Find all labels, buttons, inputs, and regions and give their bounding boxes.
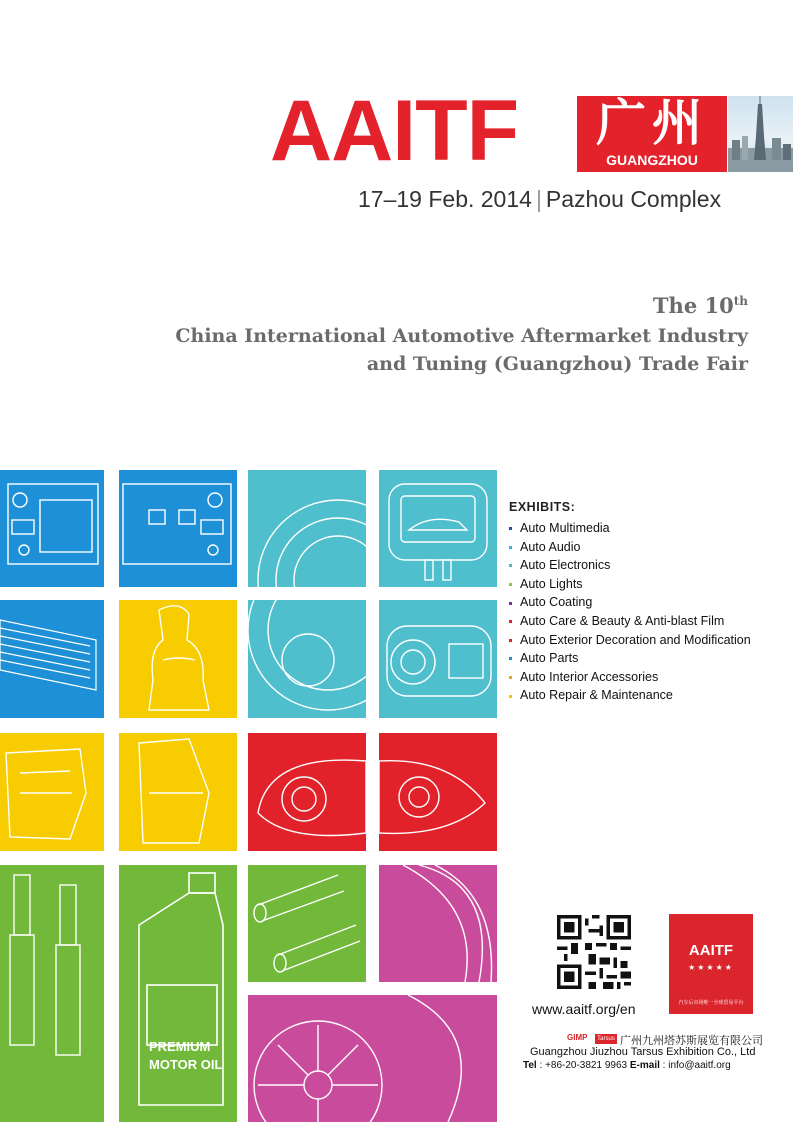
bullet-icon xyxy=(509,695,512,698)
star-icons: ★★★★★ xyxy=(688,963,734,972)
exhibit-label: Auto Care & Beauty & Anti-blast Film xyxy=(520,613,725,628)
tile-floor-mat-left xyxy=(0,733,104,851)
edition-text: The 10 xyxy=(652,293,734,318)
tile-speaker xyxy=(248,470,366,587)
bullet-icon xyxy=(509,546,512,549)
logo-guangzhou-box xyxy=(577,96,727,172)
bullet-icon xyxy=(509,564,512,567)
tile-headlight-left xyxy=(248,733,366,851)
exhibit-label: Auto Electronics xyxy=(520,558,611,573)
tile-amplifier xyxy=(0,600,104,718)
aaitf-brand-logo xyxy=(669,914,753,1014)
email-address[interactable]: info@aaitf.org xyxy=(668,1060,731,1071)
tile-pipes xyxy=(248,865,366,982)
bullet-icon xyxy=(509,639,512,642)
canton-tower-image xyxy=(728,96,793,172)
tile-tyre xyxy=(379,865,497,982)
exhibit-label: Auto Exterior Decoration and Modification xyxy=(520,632,751,647)
organizer-logo-1: GIMP xyxy=(567,1033,588,1042)
exhibit-item xyxy=(509,556,794,575)
exhibit-item xyxy=(509,593,794,612)
tel-number[interactable]: +86-20-3821 9963 xyxy=(545,1060,628,1071)
exhibit-item xyxy=(509,649,794,668)
exhibits-heading: EXHIBITS: xyxy=(509,500,576,514)
tile-multimedia-left xyxy=(0,470,104,587)
organizer-logo-2: Tarsus xyxy=(595,1034,617,1044)
bullet-icon xyxy=(509,676,512,679)
exhibit-item xyxy=(509,519,794,538)
edition-heading xyxy=(653,293,748,318)
logo-guangzhou-chinese: 广州 xyxy=(596,94,708,152)
tel-sep: : xyxy=(536,1060,546,1071)
company-name-english: Guangzhou Jiuzhou Tarsus Exhibition Co., Ltd xyxy=(530,1046,756,1058)
exhibit-label: Auto Audio xyxy=(520,539,581,554)
oil-label-line-1: PREMIUM xyxy=(149,1039,211,1054)
tile-speaker-lower xyxy=(248,600,366,718)
bullet-icon xyxy=(509,602,512,605)
exhibit-item xyxy=(509,668,794,687)
tile-motor-oil xyxy=(119,865,237,1122)
exhibits-list xyxy=(509,519,794,705)
tile-headrest-monitor xyxy=(379,470,497,587)
bullet-icon xyxy=(509,583,512,586)
exhibit-label: Auto Coating xyxy=(520,595,593,610)
exhibit-item xyxy=(509,686,794,705)
brand-text: AAITF xyxy=(688,942,734,959)
exhibit-item xyxy=(509,538,794,557)
exhibit-label: Auto Lights xyxy=(520,576,583,591)
logo-guangzhou-label: GUANGZHOU xyxy=(606,152,698,168)
event-dates xyxy=(358,186,721,213)
exhibit-item xyxy=(509,575,794,594)
exhibit-label: Auto Multimedia xyxy=(520,521,610,535)
qr-code-icon[interactable] xyxy=(557,915,631,989)
exhibit-label: Auto Interior Accessories xyxy=(520,669,659,684)
fair-title-line-1: China International Automotive Aftermarket Industry xyxy=(175,325,748,347)
website-link[interactable]: www.aaitf.org/en xyxy=(532,1001,636,1017)
tile-seat xyxy=(119,600,237,718)
bullet-icon xyxy=(509,657,512,660)
email-label: E-mail xyxy=(629,1060,660,1071)
tile-wheel xyxy=(248,995,497,1122)
oil-label-line-2: MOTOR OIL xyxy=(149,1057,223,1072)
date-range: 17–19 Feb. 2014 xyxy=(358,186,532,212)
brand-tagline: 汽车后市场唯一全球贸易平台 xyxy=(678,1000,744,1006)
venue: Pazhou Complex xyxy=(545,186,722,212)
bullet-icon xyxy=(509,527,512,530)
tile-headlight-right xyxy=(379,733,497,851)
exhibit-item xyxy=(509,631,794,650)
logo-aaitf: AAITF xyxy=(270,83,519,179)
contact-info xyxy=(523,1060,731,1071)
tile-spark-plugs xyxy=(0,865,104,1122)
edition-suffix: th xyxy=(733,294,748,308)
tile-dashcam xyxy=(379,600,497,718)
company-name-chinese: 广州九州塔苏斯展览有限公司 xyxy=(620,1034,763,1047)
tile-multimedia-right xyxy=(119,470,237,587)
tel-label: Tel xyxy=(523,1060,537,1071)
exhibit-label: Auto Repair & Maintenance xyxy=(520,688,673,703)
exhibit-label: Auto Parts xyxy=(520,651,579,666)
tile-seat-lower xyxy=(119,733,237,851)
date-separator: | xyxy=(535,186,542,212)
exhibit-item xyxy=(509,612,794,631)
email-sep: : xyxy=(659,1060,669,1071)
exhibits-panel xyxy=(509,500,794,705)
fair-title-line-2: and Tuning (Guangzhou) Trade Fair xyxy=(366,353,748,375)
bullet-icon xyxy=(509,620,512,623)
